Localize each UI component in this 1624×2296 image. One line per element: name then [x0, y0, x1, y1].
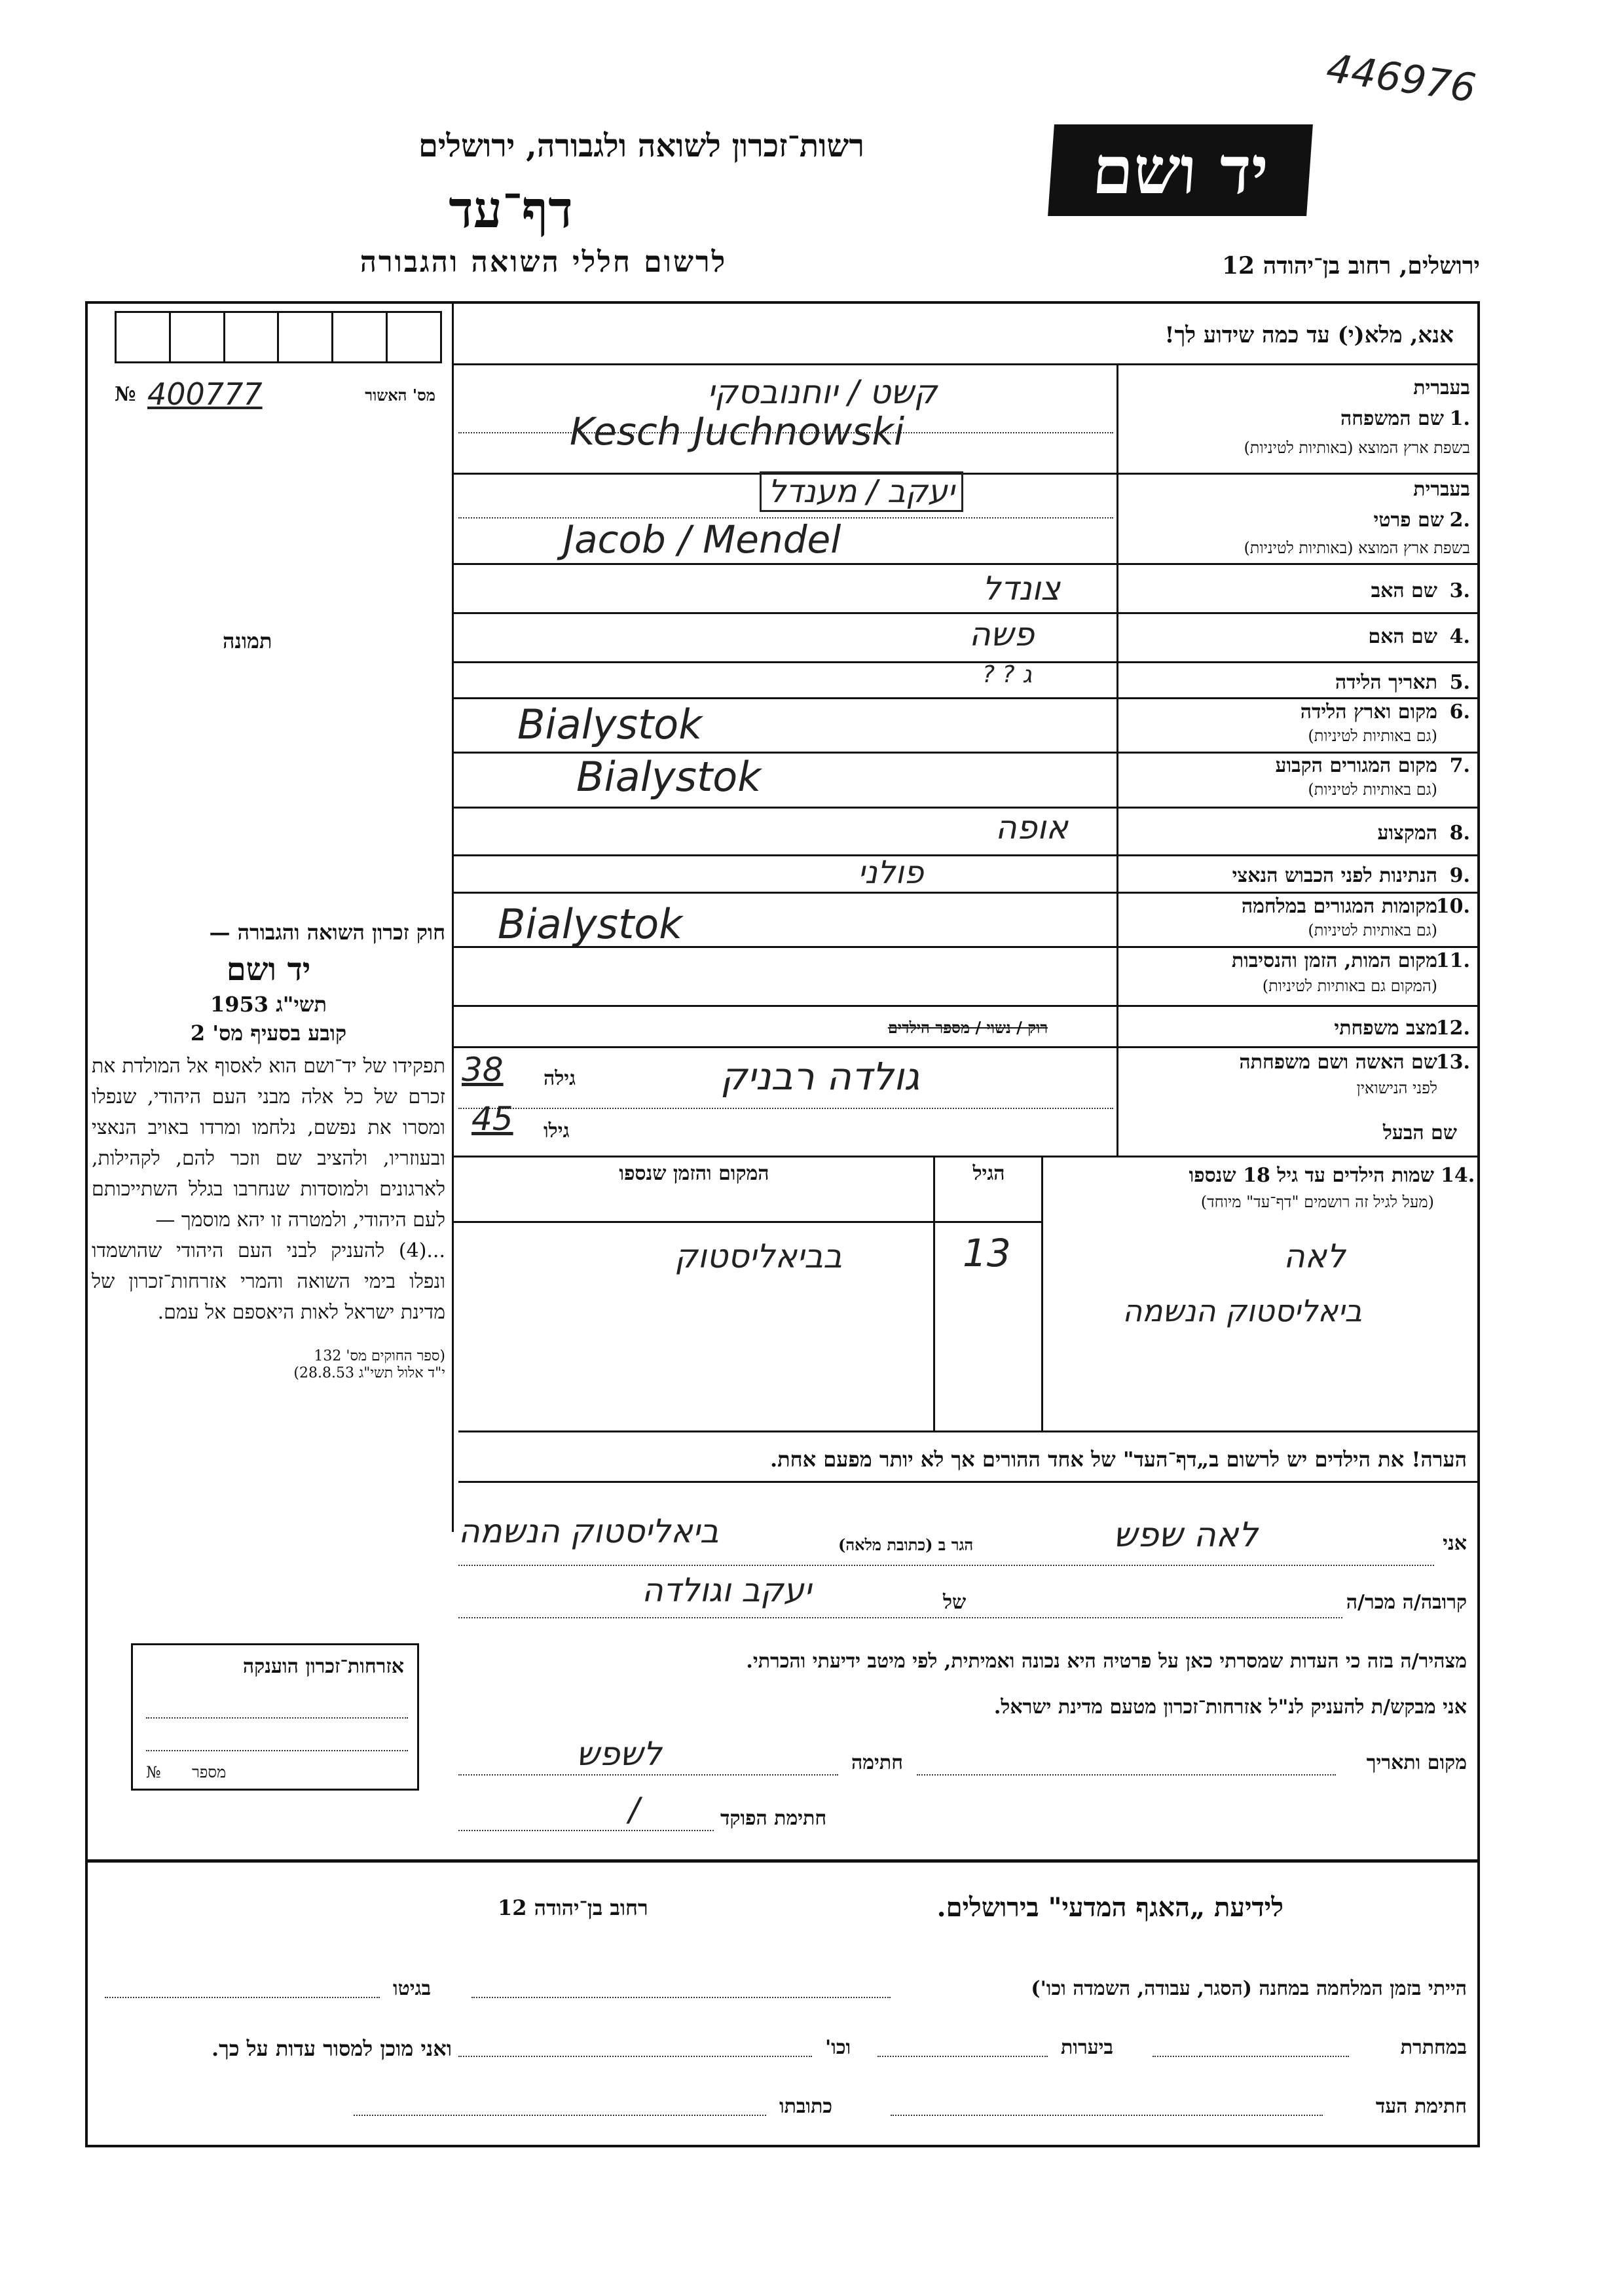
authority-title: רשות־זכרון לשואה ולגבורה, ירושלים: [418, 128, 864, 164]
science-line2b: ביערות: [1061, 2036, 1114, 2059]
first-name-latin-value: Jacob / Mendel: [563, 517, 841, 562]
code-boxes: [115, 311, 442, 363]
child-name: לאה: [1283, 1237, 1346, 1275]
law-title: חוק זכרון השואה והגבורה —: [209, 920, 445, 945]
wife-age-value: 38: [462, 1051, 504, 1089]
column-divider: [452, 301, 454, 1532]
decl-request: אני מבקש/ת להעניק לנ"ל אזרחות־זכרון מטעם מדינת ישראל.: [993, 1696, 1467, 1719]
nationality-value: פולני: [858, 854, 924, 891]
children-col-place: המקום והזמן שנספו: [619, 1162, 769, 1185]
science-title: לידיעת „האגף המדעי" בירושלים.: [936, 1892, 1283, 1923]
husband-age-value: 45: [471, 1100, 513, 1138]
wife-value: גולדה רבניק: [720, 1054, 920, 1099]
science-line2d: ואני מוכן למסור עדות על כך.: [211, 2036, 452, 2061]
child-extra: ביאליסטוק הנשמה: [1122, 1293, 1362, 1328]
note-text: הערה! את הילדים יש לרשום ב„דף־העד" של אחד ההורים אך לא יותר מפעם אחת.: [769, 1447, 1467, 1472]
decl-place-date: מקום ותאריך: [1366, 1751, 1467, 1774]
relative-value: יעקב וגולדה: [642, 1571, 811, 1609]
rule: [354, 2115, 766, 2116]
rule: [85, 1859, 1480, 1863]
field-father: 3. שם האב: [1371, 579, 1470, 602]
rule: [471, 1997, 891, 1998]
child-age: 13: [963, 1231, 1011, 1275]
field-wartime-residence: 10. מקומות המגורים במלחמה (גם באותיות לטיניות): [1241, 895, 1470, 939]
citizenship-box: [131, 1643, 419, 1791]
field-marital-status: 12. מצב משפחתי: [1334, 1017, 1470, 1040]
rule: [452, 563, 1480, 565]
rule: [458, 1830, 714, 1831]
science-line2a: במחתרת: [1400, 2036, 1467, 2059]
field-birth-place: 6. מקום וארץ הלידה (גם באותיות לטיניות): [1300, 701, 1470, 745]
decl-officer-label: חתימת הפוקד: [720, 1807, 827, 1830]
field-husband: שם הבעל: [1382, 1121, 1457, 1144]
yad-vashem-logo: יד ושם: [1048, 124, 1313, 216]
declaration: [458, 1499, 1467, 1846]
rule: [452, 1156, 1480, 1157]
wartime-residence-value: Bialystok: [498, 900, 683, 948]
rule: [1041, 1156, 1043, 1430]
science-line3b: כתובתו: [779, 2095, 833, 2118]
law-clause: ...(4) להעניק לבני העם היהודי שהושמדו ונפלו בימי השואה והמרי אזרחות־זכרון של מדינת ישראל לאות היאספם אל עמם.: [92, 1239, 445, 1324]
photo-label: תמונה: [223, 629, 272, 653]
science-line2c: וכו': [825, 2036, 851, 2059]
rule: [891, 2115, 1323, 2116]
law-ref-1: (ספר החוקים מס' 132: [314, 1348, 445, 1364]
field-residence: 7. מקום המגורים הקבוע (גם באותיות לטיניות): [1275, 754, 1470, 799]
rule: [452, 363, 1480, 365]
birth-date-value: ג ? ?: [982, 661, 1032, 688]
rule: [146, 1750, 408, 1751]
decl-resides: הגר ב (כתובת מלאה): [838, 1535, 974, 1554]
field-profession: 8. המקצוע: [1377, 822, 1470, 845]
children-subtitle: (מעל לגיל זה רושמים "דף־עד" מיוחד): [1200, 1193, 1434, 1211]
children-col-age: הגיל: [972, 1162, 1005, 1185]
law-year: תשי"ג 1953: [210, 992, 327, 1017]
rule: [458, 1617, 1342, 1618]
decl-i: אני: [1443, 1532, 1467, 1555]
rule: [917, 1774, 1336, 1776]
declarant-address: ביאליסטוק הנשמה: [458, 1512, 719, 1550]
law-sidebar: [92, 920, 445, 1381]
law-name: יד ושם: [226, 951, 311, 988]
mother-value: פשה: [969, 615, 1035, 653]
form-title: דף־עד: [449, 180, 573, 240]
law-ref-2: י"ד אלול תשי"ג 28.8.53): [293, 1365, 445, 1381]
rule: [877, 2056, 1048, 2057]
child-place: בביאליסטוק: [674, 1237, 842, 1275]
law-body: תפקידו של יד־ושם הוא לאסוף אל המולדת את זכרם של כל אלה מבני העם היהודי, שנפלו ומסרו את נפשם, נלחמו ומרדו באויב הנאצי ובעוזריו, ולהציב שם וזכר להם, לקהילות, לארגונים ולמוסדות שנחרבו בגלל השתייכותם לעם היהודי, ולמטרה זו יהא מוסמך —: [92, 1055, 445, 1231]
decl-statement: מצהיר/ה בזה כי העדות שמסרתי כאן על פרטיה היא נכונה ואמיתית, לפי מיטב ידיעתי והכרתי.: [746, 1650, 1467, 1673]
rule: [146, 1717, 408, 1719]
marital-options: רוק / נשוי / מספר הילדים: [887, 1018, 1048, 1037]
rule: [458, 1481, 1480, 1483]
profession-value: אופה: [995, 809, 1068, 847]
rule: [452, 1221, 1041, 1223]
field-birth-date: 5. תאריך הלידה: [1335, 671, 1470, 694]
rule: [458, 1774, 838, 1776]
children-num: 14.: [1441, 1164, 1475, 1187]
field-surname: בעברית 1. שם המשפחה בשפת ארץ המוצא (באותיות לטיניות): [1244, 376, 1470, 457]
citizenship-num-label: מספר: [192, 1763, 227, 1781]
approval-number: № 400777 מס' האשור: [115, 376, 435, 412]
science-line3a: חתימת העד: [1375, 2095, 1467, 2118]
first-name-hebrew-value: יעקב / מענדל: [760, 471, 963, 512]
address: ירושלים, רחוב בן־יהודה 12: [1221, 252, 1480, 280]
husband-age-label: גילו: [544, 1120, 570, 1142]
science-line1a: הייתי בזמן המלחמה במחנה (הסגר, עבודה, השמדה וכו'): [1031, 1977, 1467, 2000]
citizenship-prefix: №: [146, 1763, 161, 1781]
decl-signature-label: חתימה: [851, 1751, 903, 1774]
form-subtitle: לרשום חללי השואה והגבורה: [360, 246, 728, 279]
field-mother: 4. שם האם: [1368, 625, 1470, 648]
field-wife: 13. שם האשה ושם משפחתה לפני הנישואין: [1239, 1051, 1470, 1097]
rule: [1153, 2056, 1349, 2057]
children-title: שמות הילדים עד גיל 18 שנספו: [1189, 1164, 1434, 1187]
declarant-name: לאה שפש: [1113, 1516, 1258, 1555]
decl-relative-label: קרובה/ה מכר/ה: [1346, 1591, 1467, 1614]
rule: [933, 1156, 935, 1430]
science-address: רחוב בן־יהודה 12: [498, 1895, 648, 1920]
signature-value: לשפש: [576, 1735, 662, 1773]
intro-text: אנא, מלא(י) עד כמה שידוע לך!: [1164, 322, 1454, 348]
rule: [458, 1108, 1113, 1109]
birth-place-value: Bialystok: [517, 701, 703, 748]
science-section: [92, 1872, 1467, 2141]
officer-signature: /: [629, 1791, 640, 1829]
wife-age-label: גילה: [544, 1067, 576, 1090]
science-line1b: בגיטו: [393, 1977, 432, 2000]
surname-latin-value: Kesch Juchnowski: [570, 409, 905, 454]
field-death: 11. מקום המות, הזמן והנסיבות (המקום גם באותיות לטיניות): [1231, 949, 1470, 995]
stamp-number: 446976: [1323, 45, 1479, 112]
rule: [458, 1565, 1434, 1566]
citizenship-title: אזרחות־זכרון הוענקה: [242, 1655, 404, 1678]
rule: [458, 2056, 812, 2057]
rule: [452, 612, 1480, 614]
rule: [458, 1430, 1480, 1432]
field-first-name: בעברית 2. שם פרטי בשפת ארץ המוצא (באותיות לטיניות): [1244, 478, 1470, 557]
law-section: קובע בסעיף מס' 2: [190, 1021, 347, 1046]
father-value: צונדל: [982, 570, 1061, 608]
rule: [105, 1997, 380, 1998]
surname-hebrew-value: קשט / יוחנובסקי: [707, 373, 938, 411]
residence-value: Bialystok: [576, 753, 762, 801]
decl-of: של: [943, 1591, 967, 1614]
field-nationality: 9. הנתינות לפני הכבוש הנאצי: [1232, 864, 1470, 887]
